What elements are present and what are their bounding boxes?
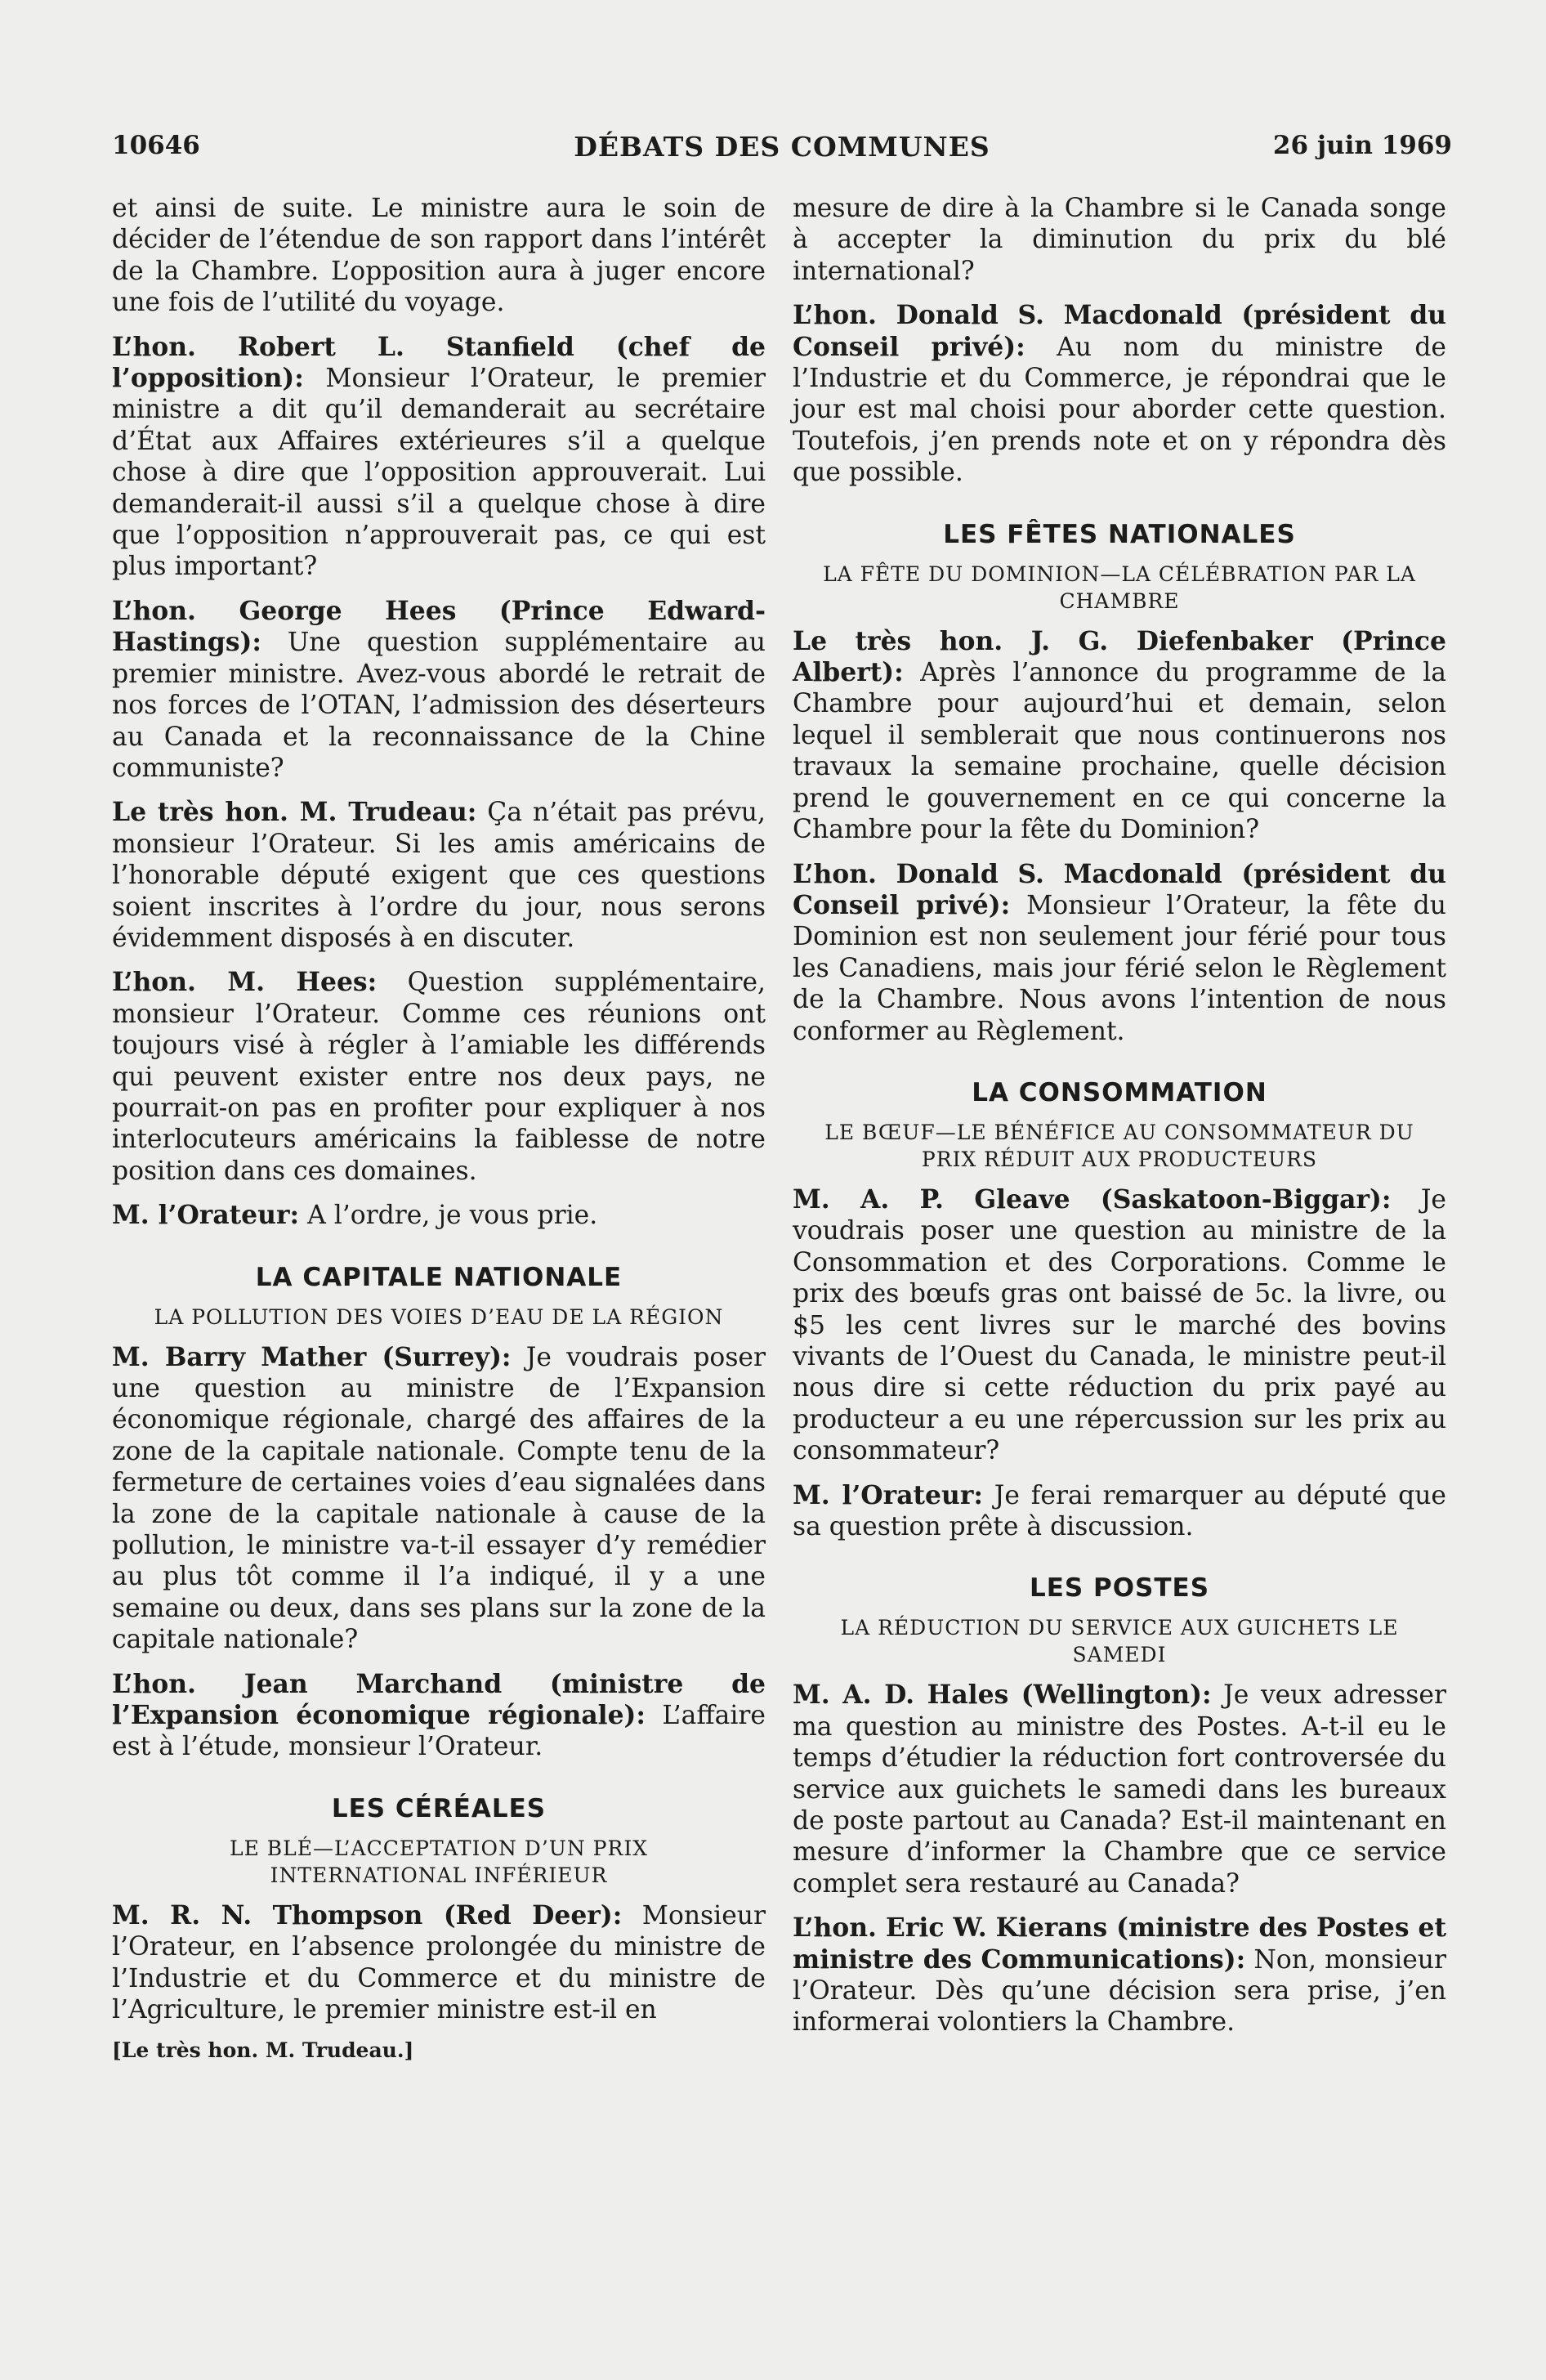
speech-text: Question supplémentaire, monsieur l’Orateur. Comme ces réunions ont toujours visé à régler à l’amiable les différends qui peuvent exister entre nos deux pays, ne pourrait-on pas en profiter pour expliquer à nos interlocuteurs américains la faiblesse de notre position dans ces domaines. <box>112 968 766 1186</box>
speaker-name: M. l’Orateur: <box>793 1480 983 1510</box>
section-heading: LES POSTES <box>1029 1573 1210 1604</box>
paragraph <box>112 797 766 954</box>
section-subheading: LE BLÉ—L’ACCEPTATION D’UN PRIX INTERNATIONAL INFÉRIEUR <box>229 1836 649 1887</box>
section-heading: LES FÊTES NATIONALES <box>943 519 1296 549</box>
section-subheading: LA FÊTE DU DOMINION—LA CÉLÉBRATION PAR LA CHAMBRE <box>823 561 1416 613</box>
right-column <box>793 193 1446 2038</box>
paragraph <box>793 300 1446 488</box>
section-heading: LA CONSOMMATION <box>972 1077 1267 1107</box>
paragraph <box>112 1200 766 1231</box>
speech-text: Je voudrais poser une question au ministre de l’Expansion économique régionale, chargé des affaires de la zone de la capitale nationale. Compte tenu de la fermeture de certaines voies d’eau signalées dans la zone de la capitale nationale à cause de la pollution, le ministre va-t-il essayer d’y remédier au plus tôt comme il l’a indiqué, il y a une semaine ou deux, dans ses plans sur la zone de la capitale nationale? <box>112 1342 766 1655</box>
speaker-name: L’hon. M. Hees: <box>112 968 378 998</box>
paragraph: mesure de dire à la Chambre si le Canada songe à accepter la diminution du prix du blé international? <box>793 194 1446 286</box>
speech-text: Monsieur l’Orateur, le premier ministre a dit qu’il demanderait au secrétaire d’État aux Affaires extérieures s’il a quelque chose à dire que l’opposition approuverait. Lui demanderait-il aussi s’il a quelque chose à dire que l’opposition n’approuverait pas, ce qui est plus important? <box>112 364 766 582</box>
paragraph <box>112 596 766 784</box>
speaker-name: M. A. D. Hales (Wellington): <box>793 1680 1212 1711</box>
page-footnote: [Le très hon. M. Trudeau.] <box>112 2038 414 2062</box>
section-subheading: LA POLLUTION DES VOIES D’EAU DE LA RÉGION <box>154 1304 724 1329</box>
paragraph <box>112 1669 766 1763</box>
speaker-name: M. l’Orateur: <box>112 1201 300 1231</box>
speech-text: Monsieur l’Orateur, en l’absence prolongée du ministre de l’Industrie et du Commerce et du ministre de l’Agriculture, le premier ministre est-il en <box>112 1900 766 2025</box>
speaker-name: Le très hon. M. Trudeau: <box>112 798 477 828</box>
paragraph <box>112 1342 766 1656</box>
publication-title: DÉBATS DES COMMUNES <box>574 131 990 163</box>
paragraph <box>793 1680 1446 1899</box>
paragraph <box>793 1480 1446 1543</box>
speech-text: Je ferai remarquer au député que sa question prête à discussion. <box>793 1480 1446 1541</box>
speaker-name: L’hon. Donald S. Macdonald (président du Conseil privé): <box>793 301 1446 362</box>
paragraph <box>793 859 1446 1047</box>
speech-text: Au nom du ministre de l’Industrie et du Commerce, je répondrai que le jour est mal choisi pour aborder cette question. Toutefois, j’en prends note et on y répondra dès que possible. <box>793 332 1446 488</box>
speaker-name: L’hon. Jean Marchand (ministre de l’Expansion économique régionale): <box>112 1669 766 1731</box>
paragraph <box>112 967 766 1187</box>
page-number: 10646 <box>112 131 200 160</box>
speech-text: Non, monsieur l’Orateur. Dès qu’une décision sera prise, j’en informerai volontiers la Chambre. <box>793 1944 1446 2038</box>
speaker-name: L’hon. Robert L. Stanfield (chef de l’opposition): <box>112 332 766 394</box>
speaker-name: M. A. P. Gleave (Saskatoon-Biggar): <box>793 1184 1392 1215</box>
speaker-name: L’hon. Eric W. Kierans (ministre des Postes et ministre des Communications): <box>793 1913 1446 1975</box>
speech-text: Monsieur l’Orateur, la fête du Dominion est non seulement jour férié pour tous les Canadiens, mais jour férié selon le Règlement de la Chambre. Nous avons l’intention de nous conformer au Règlement. <box>793 890 1446 1046</box>
section-heading: LES CÉRÉALES <box>331 1793 547 1823</box>
speech-text: A l’ordre, je vous prie. <box>299 1201 598 1231</box>
section-subheading: LE BŒUF—LE BÉNÉFICE AU CONSOMMATEUR DU PRIX RÉDUIT AUX PRODUCTEURS <box>824 1120 1414 1171</box>
speech-text: Je veux adresser ma question au ministre des Postes. A-t-il eu le temps d’étudier la réduction fort controversée du service aux guichets le samedi dans les bureaux de poste partout au Canada? Est-il maintenant en mesure d’informer la Chambre que ce service complet sera restauré au Canada? <box>793 1680 1446 1899</box>
paragraph <box>793 626 1446 846</box>
paragraph <box>112 332 766 583</box>
speaker-name: M. R. N. Thompson (Red Deer): <box>112 1900 623 1930</box>
section-heading: LA CAPITALE NATIONALE <box>255 1262 623 1292</box>
paragraph: et ainsi de suite. Le ministre aura le soin de décider de l’étendue de son rapport dans l’intérêt de la Chambre. L’opposition aura à juger encore une fois de l’utilité du voyage. <box>112 194 766 318</box>
section-subheading: LA RÉDUCTION DU SERVICE AUX GUICHETS LE SAMEDI <box>840 1616 1399 1667</box>
speaker-name: Le très hon. J. G. Diefenbaker (Prince Albert): <box>793 626 1446 688</box>
speech-text: Après l’annonce du programme de la Chambre pour aujourd’hui et demain, selon lequel il semblerait que nous continuerons nos travaux la semaine prochaine, quelle décision prend le gouvernement en ce qui concerne la Chambre pour la fête du Dominion? <box>793 658 1446 845</box>
paragraph <box>112 1900 766 2026</box>
speech-text: Je voudrais poser une question au ministre de la Consommation et des Corporations. Comme le prix des bœufs gras ont baissé de 5c. la livre, ou $5 les cent livres sur le marché des bovins vivants de l’Ouest du Canada, le ministre peut-il nous dire si cette réduction du prix payé au producteur a eu une répercussion sur les prix au consommateur? <box>793 1184 1446 1466</box>
paragraph <box>793 1912 1446 2038</box>
speaker-name: L’hon. George Hees (Prince Edward-Hastings): <box>112 596 766 658</box>
page-date: 26 juin 1969 <box>1272 131 1452 160</box>
paragraph <box>793 1184 1446 1467</box>
speech-text: Ça n’était pas prévu, monsieur l’Orateur. Si les amis américains de l’honorable député exigent que ces questions soient inscrites à l’ordre du jour, nous serons évidemment disposés à en discuter. <box>112 798 766 953</box>
left-column <box>112 193 766 2064</box>
speech-text: Une question supplémentaire au premier ministre. Avez-vous abordé le retrait de nos forces de l’OTAN, l’admission des déserteurs au Canada et la reconnaissance de la Chine communiste? <box>112 628 766 783</box>
speaker-name: M. Barry Mather (Surrey): <box>112 1342 512 1372</box>
page-header <box>112 131 1452 167</box>
speech-text: L’affaire est à l’étude, monsieur l’Orateur. <box>112 1701 766 1762</box>
speaker-name: L’hon. Donald S. Macdonald (président du Conseil privé): <box>793 859 1446 920</box>
